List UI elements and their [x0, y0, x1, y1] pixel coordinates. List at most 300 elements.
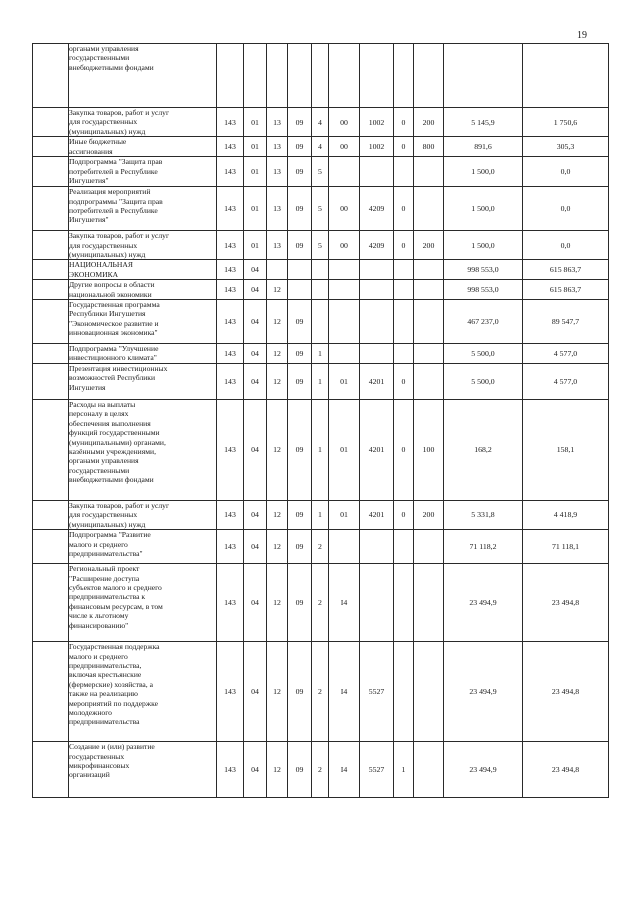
subprogram-code-cell: 2: [312, 742, 329, 798]
planned-amount-cell: 23 494,9: [444, 742, 523, 798]
row-name-line: числе к льготному: [69, 611, 129, 621]
executed-amount-cell: 615 863,7: [523, 260, 609, 280]
subprogram-code-cell: 4: [312, 137, 329, 157]
expense-type-code-cell: [414, 44, 444, 108]
event-code-cell: [329, 44, 360, 108]
expense-type-code-cell: [414, 363, 444, 399]
expense-type-code-cell: [414, 280, 444, 300]
subprogram-code-cell: 1: [312, 399, 329, 500]
row-name-cell: [69, 157, 217, 187]
executed-amount-cell: 305,3: [523, 137, 609, 157]
executed-amount-cell: 4 577,0: [523, 363, 609, 399]
section-code-cell: 04: [244, 530, 267, 564]
row-name-line: финансированию": [69, 620, 129, 630]
row-name-line: Государственная поддержка: [69, 642, 160, 652]
direction-code-cell: 1002: [360, 108, 394, 137]
subprogram-code-cell: [312, 300, 329, 344]
section-code-cell: 04: [244, 344, 267, 364]
direction-code-cell: 4201: [360, 399, 394, 500]
row-name-line: подпрограммы "Защита прав: [69, 196, 163, 206]
program-code-cell: 09: [288, 187, 312, 231]
page-number: 19: [577, 30, 587, 41]
ministry-code-cell: [217, 44, 244, 108]
ministry-code-cell: 143: [217, 300, 244, 344]
ministry-code-cell: 143: [217, 500, 244, 529]
program-code-cell: 09: [288, 344, 312, 364]
direction-code-cell: [360, 157, 394, 187]
subprogram-code-cell: 5: [312, 157, 329, 187]
direction-code-cell: 4209: [360, 187, 394, 231]
program-code-cell: 09: [288, 300, 312, 344]
subprogram-code-cell: 2: [312, 530, 329, 564]
ministry-code-cell: 143: [217, 108, 244, 137]
planned-amount-cell: 168,2: [444, 399, 523, 500]
executed-amount-cell: 23 494,8: [523, 642, 609, 742]
row-name-line: ЭКОНОМИКА: [69, 269, 119, 279]
row-name-line: (фермерские) хозяйства, а: [69, 679, 153, 689]
row-margin-cell: [33, 300, 69, 344]
executed-amount-cell: 0,0: [523, 231, 609, 260]
subprogram-code-cell: 1: [312, 344, 329, 364]
row-name-line: мероприятий по поддержке: [69, 698, 158, 708]
subprogram-code-cell: 2: [312, 564, 329, 642]
program-code-cell: 09: [288, 108, 312, 137]
row-margin-cell: [33, 44, 69, 108]
table-row: [33, 564, 609, 642]
section-code-cell: 01: [244, 187, 267, 231]
executed-amount-cell: 23 494,8: [523, 564, 609, 642]
row-name-cell: [69, 231, 217, 260]
sub-direction-code-cell: 0: [394, 500, 414, 529]
row-name-line: органами управления: [69, 456, 139, 466]
program-code-cell: 09: [288, 564, 312, 642]
table-row: [33, 300, 609, 344]
executed-amount-cell: 615 863,7: [523, 280, 609, 300]
row-name-line: предпринимательства": [69, 548, 143, 558]
row-name-line: персоналу в целях: [69, 409, 129, 419]
subsection-code-cell: 12: [267, 742, 288, 798]
subsection-code-cell: 13: [267, 187, 288, 231]
event-code-cell: 00: [329, 108, 360, 137]
sub-direction-code-cell: 0: [394, 399, 414, 500]
row-name-line: предпринимательства,: [69, 660, 142, 670]
section-code-cell: 01: [244, 231, 267, 260]
row-name-line: Расходы на выплаты: [69, 399, 136, 409]
ministry-code-cell: 143: [217, 642, 244, 742]
direction-code-cell: 4201: [360, 500, 394, 529]
subsection-code-cell: 13: [267, 137, 288, 157]
row-name-cell: [69, 344, 217, 364]
row-margin-cell: [33, 399, 69, 500]
ministry-code-cell: 143: [217, 260, 244, 280]
expense-type-code-cell: [414, 260, 444, 280]
ministry-code-cell: 143: [217, 187, 244, 231]
row-name-line: Презентация инвестиционных: [69, 363, 168, 373]
row-name-line: внебюджетными фондами: [69, 62, 154, 72]
program-code-cell: 09: [288, 642, 312, 742]
event-code-cell: 01: [329, 363, 360, 399]
sub-direction-code-cell: 0: [394, 363, 414, 399]
executed-amount-cell: 71 118,1: [523, 530, 609, 564]
planned-amount-cell: [444, 44, 523, 108]
event-code-cell: I4: [329, 642, 360, 742]
section-code-cell: 01: [244, 137, 267, 157]
row-name-line: финансовым ресурсам, в том: [69, 601, 163, 611]
subprogram-code-cell: [312, 260, 329, 280]
ministry-code-cell: 143: [217, 564, 244, 642]
table-row: [33, 157, 609, 187]
row-name-cell: [69, 260, 217, 280]
planned-amount-cell: 1 500,0: [444, 157, 523, 187]
row-name-line: обеспечения выполнения: [69, 418, 151, 428]
planned-amount-cell: 23 494,9: [444, 564, 523, 642]
event-code-cell: 00: [329, 187, 360, 231]
row-name-line: (муниципальных) нужд: [69, 126, 146, 136]
row-name-line: для государственных: [69, 240, 138, 250]
direction-code-cell: [360, 44, 394, 108]
section-code-cell: [244, 44, 267, 108]
expense-type-code-cell: [414, 564, 444, 642]
planned-amount-cell: 71 118,2: [444, 530, 523, 564]
subsection-code-cell: 13: [267, 231, 288, 260]
event-code-cell: 00: [329, 231, 360, 260]
ministry-code-cell: 143: [217, 344, 244, 364]
expense-type-code-cell: 200: [414, 500, 444, 529]
row-name-line: НАЦИОНАЛЬНАЯ: [69, 260, 133, 270]
row-name-line: Реализация мероприятий: [69, 187, 151, 197]
row-name-line: "Расширение доступа: [69, 573, 140, 583]
row-name-cell: [69, 108, 217, 137]
executed-amount-cell: 158,1: [523, 399, 609, 500]
row-name-line: Закупка товаров, работ и услуг: [69, 108, 170, 117]
subsection-code-cell: 12: [267, 564, 288, 642]
planned-amount-cell: 23 494,9: [444, 642, 523, 742]
direction-code-cell: [360, 260, 394, 280]
event-code-cell: [329, 280, 360, 300]
executed-amount-cell: 4 577,0: [523, 344, 609, 364]
expense-type-code-cell: [414, 742, 444, 798]
row-name-cell: [69, 642, 217, 742]
program-code-cell: 09: [288, 157, 312, 187]
executed-amount-cell: 0,0: [523, 187, 609, 231]
program-code-cell: 09: [288, 500, 312, 529]
subsection-code-cell: 13: [267, 108, 288, 137]
table-row: [33, 742, 609, 798]
row-name-cell: [69, 300, 217, 344]
section-code-cell: 04: [244, 399, 267, 500]
row-name-line: государственными: [69, 53, 130, 63]
executed-amount-cell: 89 547,7: [523, 300, 609, 344]
row-name-line: государственными: [69, 465, 130, 475]
row-margin-cell: [33, 157, 69, 187]
row-margin-cell: [33, 742, 69, 798]
row-name-line: потребителей в Республике: [69, 206, 158, 216]
section-code-cell: 04: [244, 500, 267, 529]
subprogram-code-cell: 1: [312, 500, 329, 529]
section-code-cell: 04: [244, 642, 267, 742]
row-name-line: (муниципальными) органами,: [69, 437, 166, 447]
direction-code-cell: 5527: [360, 742, 394, 798]
row-name-line: инновационная экономика": [69, 328, 158, 338]
section-code-cell: 04: [244, 260, 267, 280]
row-margin-cell: [33, 564, 69, 642]
row-name-line: Закупка товаров, работ и услуг: [69, 500, 170, 510]
section-code-cell: 01: [244, 108, 267, 137]
ministry-code-cell: 143: [217, 399, 244, 500]
direction-code-cell: [360, 564, 394, 642]
sub-direction-code-cell: [394, 300, 414, 344]
executed-amount-cell: 23 494,8: [523, 742, 609, 798]
expense-type-code-cell: 800: [414, 137, 444, 157]
table-row: [33, 44, 609, 108]
sub-direction-code-cell: [394, 344, 414, 364]
section-code-cell: 04: [244, 742, 267, 798]
row-margin-cell: [33, 137, 69, 157]
program-code-cell: 09: [288, 742, 312, 798]
ministry-code-cell: 143: [217, 363, 244, 399]
ministry-code-cell: 143: [217, 530, 244, 564]
expense-type-code-cell: [414, 642, 444, 742]
table-row: [33, 642, 609, 742]
subsection-code-cell: [267, 260, 288, 280]
table-row: [33, 280, 609, 300]
event-code-cell: [329, 300, 360, 344]
table-row: [33, 137, 609, 157]
subsection-code-cell: 12: [267, 642, 288, 742]
ministry-code-cell: 143: [217, 742, 244, 798]
row-name-line: предпринимательства: [69, 717, 140, 727]
program-code-cell: 09: [288, 399, 312, 500]
event-code-cell: 00: [329, 137, 360, 157]
row-name-line: включая крестьянские: [69, 670, 142, 680]
event-code-cell: [329, 530, 360, 564]
row-name-line: молодежного: [69, 707, 112, 717]
subprogram-code-cell: 1: [312, 363, 329, 399]
executed-amount-cell: 1 750,6: [523, 108, 609, 137]
table-row: [33, 363, 609, 399]
executed-amount-cell: [523, 44, 609, 108]
row-margin-cell: [33, 363, 69, 399]
expense-type-code-cell: 200: [414, 108, 444, 137]
row-name-line: Ингушетия: [69, 382, 106, 392]
sub-direction-code-cell: 0: [394, 231, 414, 260]
row-name-line: "Экономическое развитие и: [69, 318, 159, 328]
row-name-line: Другие вопросы в области: [69, 280, 155, 290]
row-name-cell: [69, 44, 217, 108]
row-name-line: инвестиционного климата": [69, 353, 157, 363]
sub-direction-code-cell: [394, 530, 414, 564]
subsection-code-cell: 12: [267, 300, 288, 344]
program-code-cell: [288, 44, 312, 108]
row-name-line: внебюджетными фондами: [69, 475, 154, 485]
planned-amount-cell: 998 553,0: [444, 280, 523, 300]
direction-code-cell: 1002: [360, 137, 394, 157]
row-name-line: Ингушетия": [69, 215, 109, 225]
row-name-line: казёнными учреждениями,: [69, 446, 156, 456]
row-name-line: для государственных: [69, 117, 138, 127]
row-name-cell: [69, 363, 217, 399]
row-name-line: (муниципальных) нужд: [69, 519, 146, 529]
subprogram-code-cell: [312, 44, 329, 108]
event-code-cell: 01: [329, 399, 360, 500]
expense-type-code-cell: 100: [414, 399, 444, 500]
subsection-code-cell: 12: [267, 530, 288, 564]
subprogram-code-cell: [312, 280, 329, 300]
executed-amount-cell: 4 418,9: [523, 500, 609, 529]
budget-table: [32, 43, 609, 798]
planned-amount-cell: 467 237,0: [444, 300, 523, 344]
direction-code-cell: [360, 344, 394, 364]
expense-type-code-cell: [414, 187, 444, 231]
expense-type-code-cell: [414, 300, 444, 344]
ministry-code-cell: 143: [217, 157, 244, 187]
subprogram-code-cell: 4: [312, 108, 329, 137]
direction-code-cell: 4201: [360, 363, 394, 399]
subprogram-code-cell: 2: [312, 642, 329, 742]
program-code-cell: 09: [288, 137, 312, 157]
program-code-cell: [288, 260, 312, 280]
section-code-cell: 04: [244, 363, 267, 399]
row-name-line: организаций: [69, 770, 110, 780]
row-name-cell: [69, 564, 217, 642]
planned-amount-cell: 5 500,0: [444, 344, 523, 364]
row-name-line: предпринимательства к: [69, 592, 146, 602]
program-code-cell: 09: [288, 363, 312, 399]
planned-amount-cell: 891,6: [444, 137, 523, 157]
subprogram-code-cell: 5: [312, 231, 329, 260]
subsection-code-cell: 12: [267, 344, 288, 364]
table-row: [33, 530, 609, 564]
table-row: [33, 108, 609, 137]
expense-type-code-cell: 200: [414, 231, 444, 260]
section-code-cell: 04: [244, 280, 267, 300]
row-name-line: Региональный проект: [69, 564, 140, 574]
row-name-line: национальной экономики: [69, 289, 152, 299]
ministry-code-cell: 143: [217, 231, 244, 260]
row-name-cell: [69, 187, 217, 231]
row-margin-cell: [33, 280, 69, 300]
row-name-cell: [69, 137, 217, 157]
section-code-cell: 04: [244, 564, 267, 642]
row-name-line: Создание и (или) развитие: [69, 742, 155, 752]
direction-code-cell: [360, 300, 394, 344]
row-name-line: органами управления: [69, 44, 139, 53]
row-margin-cell: [33, 231, 69, 260]
sub-direction-code-cell: [394, 280, 414, 300]
row-name-line: субъектов малого и среднего: [69, 582, 162, 592]
row-margin-cell: [33, 344, 69, 364]
subprogram-code-cell: 5: [312, 187, 329, 231]
subsection-code-cell: [267, 44, 288, 108]
row-name-line: микрофинансовых: [69, 760, 130, 770]
row-name-line: для государственных: [69, 510, 138, 520]
row-margin-cell: [33, 260, 69, 280]
subsection-code-cell: 12: [267, 363, 288, 399]
direction-code-cell: 5527: [360, 642, 394, 742]
row-name-line: малого и среднего: [69, 539, 128, 549]
table-row: [33, 344, 609, 364]
row-name-line: Подпрограмма "Развитие: [69, 530, 151, 540]
section-code-cell: 01: [244, 157, 267, 187]
row-name-cell: [69, 500, 217, 529]
row-name-line: (муниципальных) нужд: [69, 250, 146, 260]
row-name-line: Государственная программа: [69, 300, 160, 310]
program-code-cell: 09: [288, 530, 312, 564]
planned-amount-cell: 5 145,9: [444, 108, 523, 137]
table-row: [33, 187, 609, 231]
event-code-cell: [329, 260, 360, 280]
row-name-line: возможностей Республики: [69, 373, 156, 383]
event-code-cell: [329, 344, 360, 364]
row-name-line: Ингушетия": [69, 176, 109, 186]
sub-direction-code-cell: [394, 642, 414, 742]
table-row: [33, 231, 609, 260]
section-code-cell: 04: [244, 300, 267, 344]
row-name-line: функций государственными: [69, 428, 160, 438]
row-name-cell: [69, 742, 217, 798]
sub-direction-code-cell: 1: [394, 742, 414, 798]
row-name-line: ассигнования: [69, 146, 113, 156]
program-code-cell: [288, 280, 312, 300]
direction-code-cell: [360, 530, 394, 564]
row-margin-cell: [33, 500, 69, 529]
executed-amount-cell: 0,0: [523, 157, 609, 187]
sub-direction-code-cell: 0: [394, 137, 414, 157]
event-code-cell: 01: [329, 500, 360, 529]
subsection-code-cell: 13: [267, 157, 288, 187]
planned-amount-cell: 5 500,0: [444, 363, 523, 399]
expense-type-code-cell: [414, 344, 444, 364]
sub-direction-code-cell: 0: [394, 187, 414, 231]
row-margin-cell: [33, 642, 69, 742]
planned-amount-cell: 998 553,0: [444, 260, 523, 280]
table-row: [33, 500, 609, 529]
row-margin-cell: [33, 530, 69, 564]
ministry-code-cell: 143: [217, 280, 244, 300]
row-margin-cell: [33, 187, 69, 231]
row-name-cell: [69, 280, 217, 300]
sub-direction-code-cell: 0: [394, 108, 414, 137]
row-name-cell: [69, 399, 217, 500]
planned-amount-cell: 1 500,0: [444, 231, 523, 260]
row-name-line: Закупка товаров, работ и услуг: [69, 231, 170, 241]
expense-type-code-cell: [414, 530, 444, 564]
planned-amount-cell: 5 331,8: [444, 500, 523, 529]
sub-direction-code-cell: [394, 260, 414, 280]
expense-type-code-cell: [414, 157, 444, 187]
planned-amount-cell: 1 500,0: [444, 187, 523, 231]
event-code-cell: I4: [329, 564, 360, 642]
row-name-line: потребителей в Республике: [69, 166, 158, 176]
row-name-line: Подпрограмма "Улучшение: [69, 344, 159, 354]
sub-direction-code-cell: [394, 44, 414, 108]
event-code-cell: I4: [329, 742, 360, 798]
sub-direction-code-cell: [394, 157, 414, 187]
direction-code-cell: 4209: [360, 231, 394, 260]
row-name-line: Иные бюджетные: [69, 137, 127, 147]
event-code-cell: [329, 157, 360, 187]
row-name-line: малого и среднего: [69, 651, 128, 661]
ministry-code-cell: 143: [217, 137, 244, 157]
row-margin-cell: [33, 108, 69, 137]
row-name-cell: [69, 530, 217, 564]
row-name-line: Подпрограмма "Защита прав: [69, 157, 163, 167]
row-name-line: государственных: [69, 751, 125, 761]
sub-direction-code-cell: [394, 564, 414, 642]
subsection-code-cell: 12: [267, 399, 288, 500]
program-code-cell: 09: [288, 231, 312, 260]
subsection-code-cell: 12: [267, 500, 288, 529]
